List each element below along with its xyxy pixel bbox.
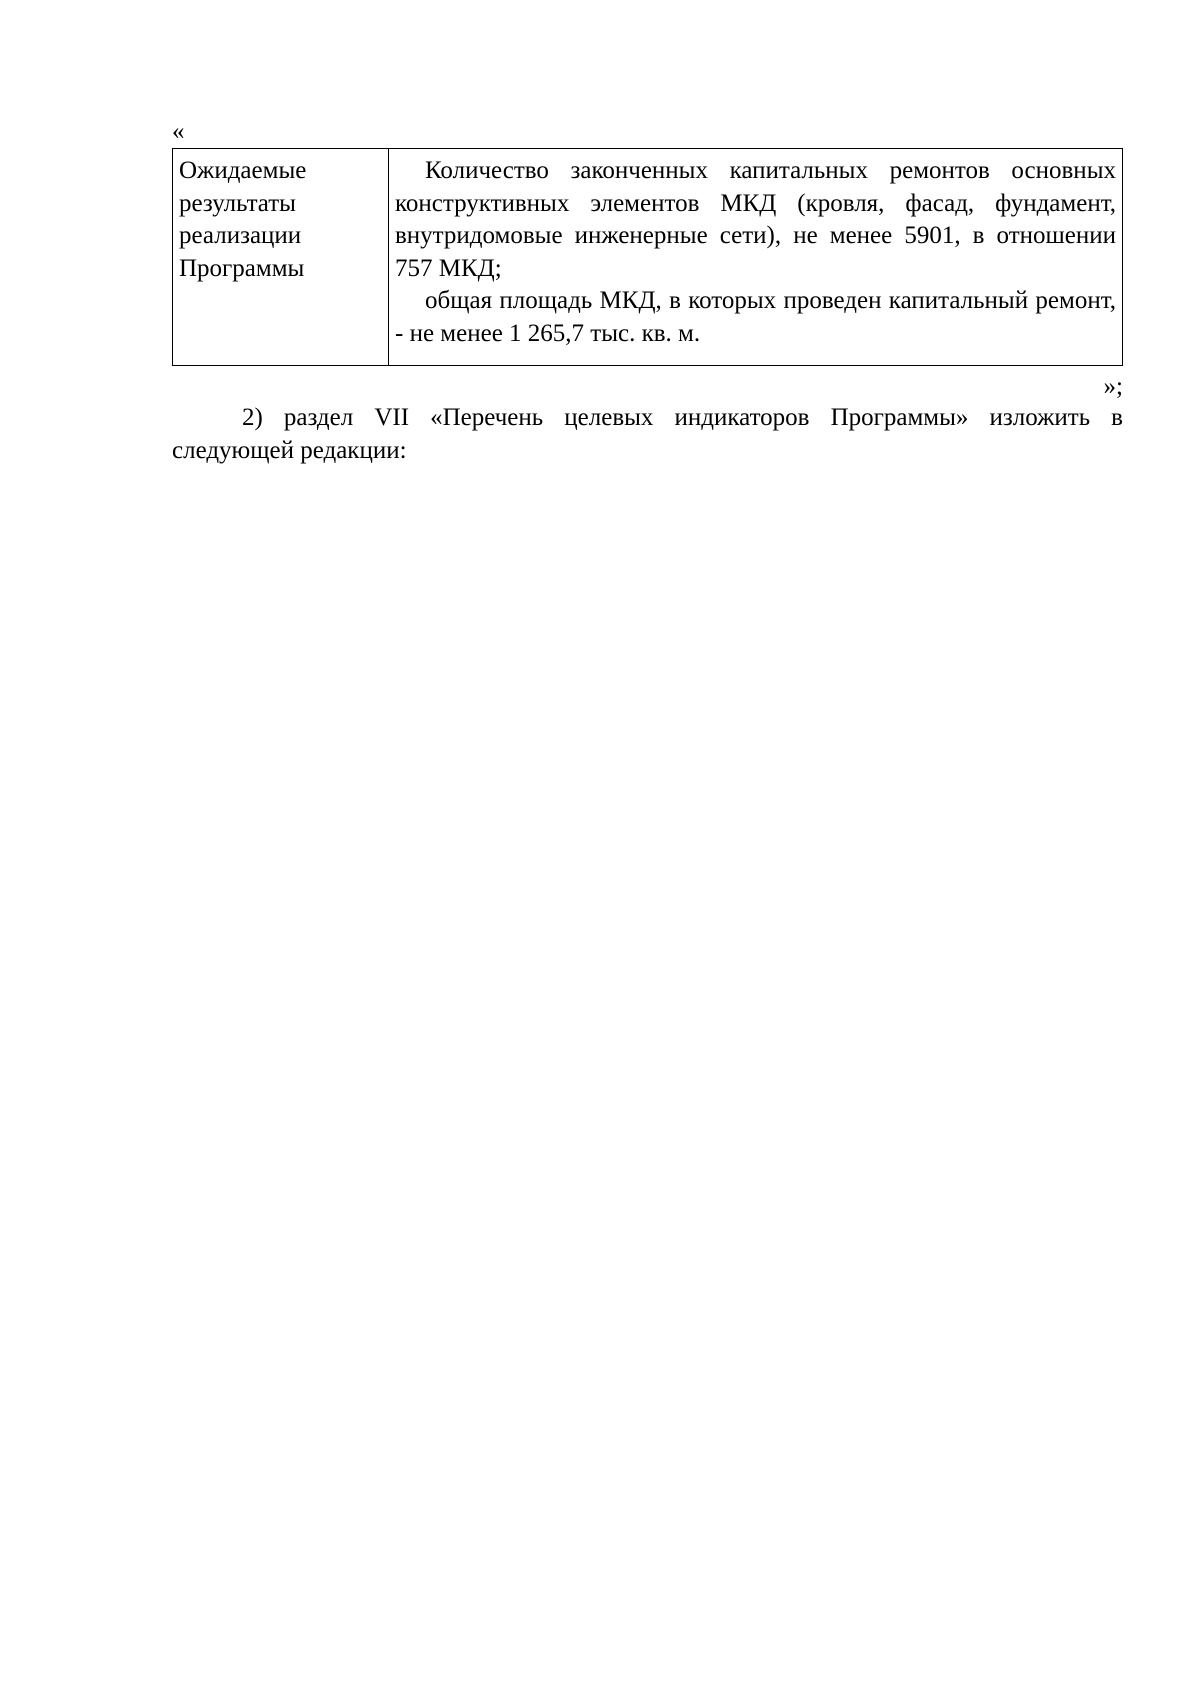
table-row bbox=[173, 149, 1123, 366]
expected-results-table bbox=[172, 148, 1123, 366]
table-label-cell bbox=[173, 149, 389, 366]
label-line-3: реализации bbox=[179, 222, 302, 249]
area-paragraph: общая площадь МКД, в которых проведен капитальный ремонт, - не менее 1 265,7 тыс. кв. м. bbox=[395, 287, 1116, 347]
repairs-count-paragraph: Количество законченных капитальных ремонтов основных конструктивных элементов МКД (кровля, фасад, фундамент, внутридомовые инженерные сети), не менее 5901, в отношении 757 МКД; bbox=[395, 157, 1116, 282]
section-amendment-paragraph: 2) раздел VII «Перечень целевых индикаторов Программы» изложить в следующей редакции: bbox=[172, 404, 1123, 464]
closing-quote-mark: »; bbox=[1103, 373, 1123, 400]
label-line-1: Ожидаемые bbox=[179, 157, 307, 184]
label-line-2: результаты bbox=[179, 189, 296, 217]
table-content-cell bbox=[389, 149, 1123, 366]
label-line-4: Программы bbox=[179, 254, 305, 282]
opening-quote-mark: « bbox=[172, 118, 185, 145]
